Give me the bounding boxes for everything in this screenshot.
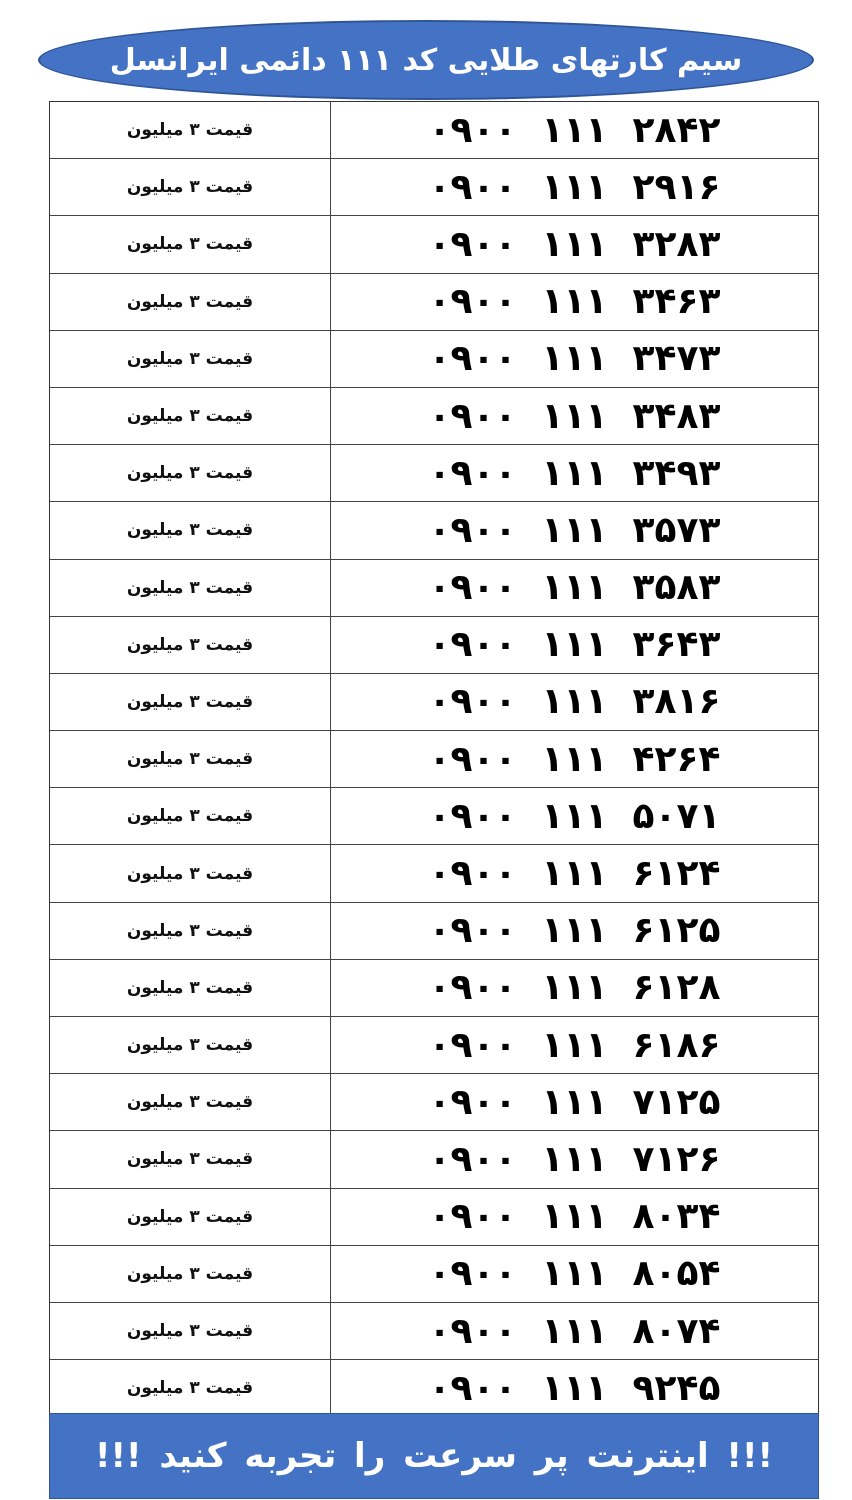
phone-number-cell: ۰۹۰۰ ۱۱۱ ۳۴۶۳: [428, 281, 721, 323]
phone-number-cell: ۰۹۰۰ ۱۱۱ ۹۲۴۵: [428, 1367, 721, 1409]
price-cell: قیمت ۳ میلیون: [50, 1074, 331, 1130]
phone-number-cell: ۰۹۰۰ ۱۱۱ ۸۰۳۴: [428, 1196, 721, 1238]
price-cell: قیمت ۳ میلیون: [50, 159, 331, 215]
price-cell: قیمت ۳ میلیون: [50, 1131, 331, 1187]
phone-number-cell: ۰۹۰۰ ۱۱۱ ۴۲۶۴: [428, 738, 721, 780]
table-row: [50, 331, 818, 388]
price-cell: قیمت ۳ میلیون: [50, 1189, 331, 1245]
table-row: [50, 1131, 818, 1188]
table-row: [50, 1360, 818, 1417]
table-row: [50, 502, 818, 559]
price-cell: قیمت ۳ میلیون: [50, 960, 331, 1016]
table-row: [50, 674, 818, 731]
phone-number-cell: ۰۹۰۰ ۱۱۱ ۲۸۴۲: [428, 109, 721, 151]
phone-number-cell: ۰۹۰۰ ۱۱۱ ۳۴۸۳: [428, 395, 721, 437]
phone-number-cell: ۰۹۰۰ ۱۱۱ ۶۱۸۶: [428, 1024, 721, 1066]
price-cell: قیمت ۳ میلیون: [50, 560, 331, 616]
phone-number-cell: ۰۹۰۰ ۱۱۱ ۳۲۸۳: [428, 223, 721, 265]
footer-text: !!! اینترنت پر سرعت را تجربه کنید !!!: [95, 1436, 773, 1476]
phone-number-cell: ۰۹۰۰ ۱۱۱ ۳۵۷۳: [428, 509, 721, 551]
table-row: [50, 1303, 818, 1360]
table-row: [50, 960, 818, 1017]
price-cell: قیمت ۳ میلیون: [50, 1246, 331, 1302]
price-cell: قیمت ۳ میلیون: [50, 1360, 331, 1416]
price-cell: قیمت ۳ میلیون: [50, 102, 331, 158]
table-row: [50, 1017, 818, 1074]
price-cell: قیمت ۳ میلیون: [50, 445, 331, 501]
price-cell: قیمت ۳ میلیون: [50, 731, 331, 787]
table-row: [50, 388, 818, 445]
price-cell: قیمت ۳ میلیون: [50, 216, 331, 272]
phone-number-cell: ۰۹۰۰ ۱۱۱ ۳۶۴۳: [428, 624, 721, 666]
price-cell: قیمت ۳ میلیون: [50, 388, 331, 444]
title-banner: [38, 20, 814, 100]
price-cell: قیمت ۳ میلیون: [50, 617, 331, 673]
phone-number-cell: ۰۹۰۰ ۱۱۱ ۶۱۲۴: [428, 853, 721, 895]
table-row: [50, 845, 818, 902]
table-row: [50, 788, 818, 845]
table-row: [50, 102, 818, 159]
phone-number-cell: ۰۹۰۰ ۱۱۱ ۳۴۷۳: [428, 338, 721, 380]
table-row: [50, 903, 818, 960]
table-row: [50, 560, 818, 617]
price-cell: قیمت ۳ میلیون: [50, 674, 331, 730]
phone-number-cell: ۰۹۰۰ ۱۱۱ ۷۱۲۵: [428, 1081, 721, 1123]
phone-number-cell: ۰۹۰۰ ۱۱۱ ۵۰۷۱: [428, 795, 721, 837]
phone-number-cell: ۰۹۰۰ ۱۱۱ ۳۸۱۶: [428, 681, 721, 723]
table-row: [50, 159, 818, 216]
phone-number-cell: ۰۹۰۰ ۱۱۱ ۳۴۹۳: [428, 452, 721, 494]
phone-number-cell: ۰۹۰۰ ۱۱۱ ۸۰۷۴: [428, 1310, 721, 1352]
table-row: [50, 731, 818, 788]
price-cell: قیمت ۳ میلیون: [50, 1017, 331, 1073]
phone-number-cell: ۰۹۰۰ ۱۱۱ ۶۱۲۸: [428, 967, 721, 1009]
table-row: [50, 617, 818, 674]
phone-number-cell: ۰۹۰۰ ۱۱۱ ۸۰۵۴: [428, 1253, 721, 1295]
table-row: [50, 1074, 818, 1131]
table-row: [50, 216, 818, 273]
phone-number-cell: ۰۹۰۰ ۱۱۱ ۳۵۸۳: [428, 567, 721, 609]
price-cell: قیمت ۳ میلیون: [50, 502, 331, 558]
table-row: [50, 1246, 818, 1303]
footer-banner: [49, 1413, 819, 1499]
table-row: [50, 445, 818, 502]
phone-number-cell: ۰۹۰۰ ۱۱۱ ۲۹۱۶: [428, 166, 721, 208]
price-cell: قیمت ۳ میلیون: [50, 274, 331, 330]
price-cell: قیمت ۳ میلیون: [50, 331, 331, 387]
page-title: سیم کارتهای طلایی کد ۱۱۱ دائمی ایرانسل: [109, 42, 743, 78]
price-cell: قیمت ۳ میلیون: [50, 903, 331, 959]
price-cell: قیمت ۳ میلیون: [50, 788, 331, 844]
price-cell: قیمت ۳ میلیون: [50, 845, 331, 901]
phone-number-cell: ۰۹۰۰ ۱۱۱ ۶۱۲۵: [428, 910, 721, 952]
sim-card-table: [49, 101, 819, 1417]
table-row: [50, 1189, 818, 1246]
price-cell: قیمت ۳ میلیون: [50, 1303, 331, 1359]
table-row: [50, 274, 818, 331]
phone-number-cell: ۰۹۰۰ ۱۱۱ ۷۱۲۶: [428, 1138, 721, 1180]
